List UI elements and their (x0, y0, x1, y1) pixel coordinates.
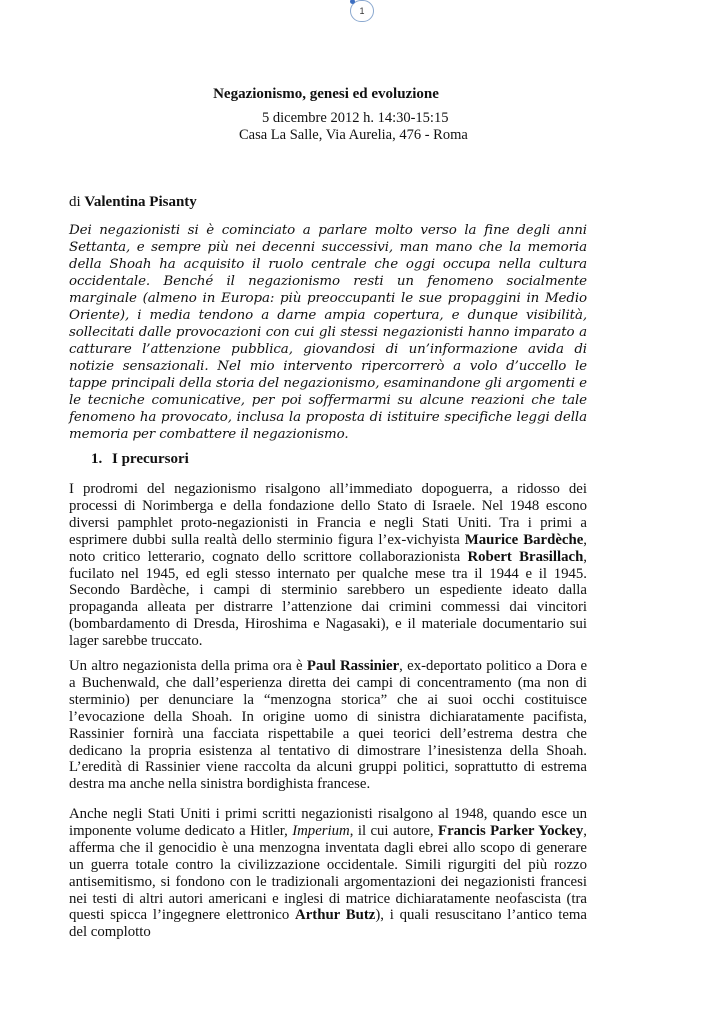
work-title: Imperium (292, 822, 350, 839)
document-title: Negazionismo, genesi ed evoluzione (213, 86, 439, 102)
person-name: Paul Rassinier (306, 658, 400, 674)
paragraph-1: I prodromi del negazionismo risalgono all’immediato dopoguerra, a ridosso dei processi di Norimberga e della fondazione dello Stato di Israele. Nel 1948 escono diversi pamphlet proto-negazionisti in Francia e negli Stati Uniti. Tra i primi a esprimere dubbi sulla realtà dello sterminio figura l’ex-vichyista Maurice Bardèche, noto critico letterario, cognato dello scrittore collaborazionista Robert Brasillach, fucilato nel 1945, ed egli stesso internato per qualche mese tra il 1944 e il 1945. Secondo Bardèche, i campi di sterminio sarebbero un espediente ideato dalla propaganda alleata per distrarre l’attenzione dai crimini commessi dai vincitori (bombardamento di Dresda, Hiroshima e Nagasaki), e il materiale documentario sui lager sarebbe truccato. (69, 481, 587, 650)
person-name: Maurice Bardèche (464, 531, 584, 548)
author-prefix: di (69, 194, 81, 210)
paragraph-3: Anche negli Stati Uniti i primi scritti negazionisti risalgono al 1948, quando esce un imponente volume dedicato a Hitler, Imperium, il cui autore, Francis Parker Yockey, afferma che il genocidio è una menzogna inventata dagli ebrei allo scopo di generare un guerra totale contro la civilizzazione occidentale. Simili rigurgiti del più rozzo antisemitismo, si fondono con le tradizionali argomentazioni dei negazionisti francesi nei testi di altri autori americani e inglesi di matrice dichiaratamente neofascista (tra questi spicca l’ingegnere elettronico Arthur Butz), i quali resuscitano l’antico tema del complotto (69, 806, 588, 941)
section-heading (91, 451, 189, 468)
person-name: Robert Brasillach (467, 548, 584, 565)
page-number-badge (350, 0, 374, 22)
person-name: Arthur Butz (295, 907, 376, 924)
abstract: Dei negazionisti si è cominciato a parlare molto verso la fine degli anni Settanta, e sempre più nei decenni successivi, man mano che la memoria della Shoah ha acquisito il ruolo centrale che oggi occupa nella cultura occidentale. Benché il negazionismo resti un fenomeno socialmente marginale (almeno in Europa: più preoccupanti le sue propaggini in Medio Oriente), i media tendono a darne ampia copertura, e dunque visibilità, sollecitati dalle provocazioni con cui gli stessi negazionisti hanno imparato a catturare l’attenzione pubblica, giovandosi di un’informazione avida di notizie sensazionali. Nel mio intervento ripercorrerò a volo d’uccello le tappe principali della storia del negazionismo, esaminandone gli argomenti e le tecniche comunicative, per poi soffermarmi su alcune reazioni che tale fenomeno ha provocato, inclusa la proposta di istituire specifiche leggi della memoria per combattere il negazionismo. (69, 223, 587, 442)
event-place: Casa La Salle, Via Aurelia, 476 - Roma (239, 127, 468, 143)
event-date: 5 dicembre 2012 h. 14:30-15:15 (262, 110, 449, 126)
author-line (69, 194, 197, 211)
paragraph-2: Un altro negazionista della prima ora è Paul Rassinier, ex-deportato politico a Dora e a Buchenwald, che dall’esperienza diretta dei campi di concentramento (ma non di sterminio) per denunciare la “menzogna storica” che ai suoi occhi costituisce l’evocazione della Shoah. In origine uomo di sinistra dichiaratamente pacifista, Rassinier fornirà una facciata rispettabile a quei teorici dell’estrema destra che dedicano la propria esistenza al tentativo di dimostrare l’inesistenza della Shoah. L’eredità di Rassinier viene raccolta da alcuni gruppi politici, soprattutto di estrema destra ma anche nella sinistra bordighista francese. (69, 658, 588, 793)
section-number: 1. (91, 451, 103, 467)
page-marker-icon (350, 0, 355, 4)
section-title: I precursori (112, 451, 189, 467)
person-name: Francis Parker Yockey (438, 822, 584, 839)
author-name: Valentina Pisanty (84, 194, 197, 210)
page-number: 1 (359, 6, 365, 16)
